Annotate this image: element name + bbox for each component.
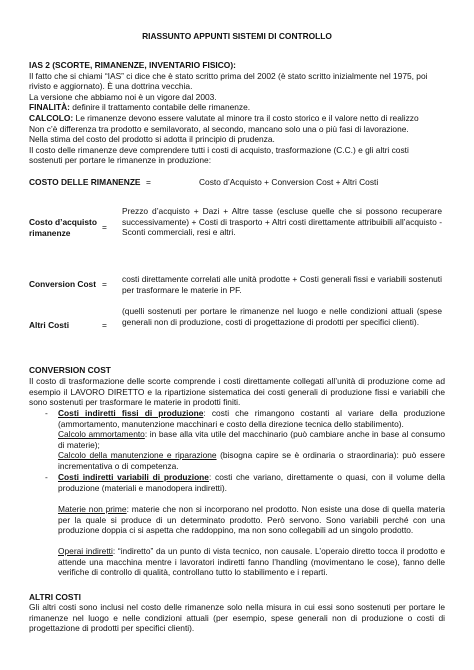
table-row-desc: (quelli sostenuti per portare le rimanenze nel luogo e nelle condizioni attuali (spese generali non di produzione, costi di progettazione di prodotti per specifici clienti). — [122, 306, 442, 327]
table-row-desc: costi direttamente correlati alle unità prodotte + Costi generali fissi e variabili sostenuti per trasformare le materie in PF. — [122, 274, 442, 295]
ias-line-1: Il fatto che si chiami “IAS” ci dice che è stato scritto prima del 2002 (è stato scritto inizialmente nel 1975, poi — [29, 71, 428, 81]
bullet-text: : costi che variano, direttamente o quasi, con il volume della produzione (materiali e manodopera indiretti). — [58, 472, 445, 493]
sub-text: : in base alla vita utile del macchinario (può cambiare anche in base al consumo di materie); — [58, 429, 445, 450]
label-line: Costo d’acquisto — [29, 217, 97, 227]
formula-label: COSTO DELLE RIMANENZE — [29, 177, 141, 187]
table-row-eq: = — [102, 320, 107, 330]
altri-text: Gli altri costi sono inclusi nel costo delle rimanenze solo nella misura in cui essi sono sostenuti per portare le rimanenze nel luogo e nelle condizioni attuali (per esempio, spese generali non di produzione o costi di progettazione di prodotti per specifici clienti). — [29, 602, 445, 634]
ias-calcolo — [29, 113, 445, 124]
table-row-label — [29, 217, 97, 238]
sub-text: : “indiretto” da un punto di vista tecnico, non causale. L’operaio diretto tocca il prodotto e attende una macchina mentre i lavoratori indiretti fanno l’handling (movimentano le cose), fanno delle verifiche di controllo di qualità, controllano tutto lo stabilimento e i reparti. — [58, 546, 446, 578]
table-row-desc: Prezzo d’acquisto + Dazi + Altre tasse (escluse quelle che si possono recuperare successivamente) + Costi di trasporto + Altri costi direttamente attribuibili all’acquisto - Sconti commerciali, resi e altri. — [122, 206, 442, 238]
ias-line-6: Non c’è differenza tra prodotto e semilavorato, al secondo, mancano solo una o più fasi di lavorazione. — [29, 124, 409, 134]
formula-text: Costo d’Acquisto + Conversion Cost + Altri Costi — [199, 177, 379, 187]
altri-heading: ALTRI COSTI — [29, 592, 81, 602]
calc-ammortamento — [58, 429, 445, 450]
finalita-label: FINALITÀ: — [29, 102, 70, 112]
table-row-label: Altri Costi — [29, 320, 70, 330]
bullet-dash: - — [45, 472, 48, 482]
operai-indiretti — [58, 546, 445, 578]
ias-line-7: Nella stima del costo del prodotto si adotta il principio di prudenza. — [29, 134, 275, 144]
calc-manutenzione — [58, 450, 445, 471]
bullet-text: : costi che rimangono costanti al variare della produzione (ammortamento, manutenzione macchinari e costo della direzione tecnica dello stabilimento). — [58, 408, 446, 429]
table-row-eq: = — [102, 222, 107, 232]
bullet-variable-costs — [58, 472, 445, 493]
calcolo-label: CALCOLO: — [29, 113, 74, 123]
bullet-dash: - — [45, 408, 48, 418]
conversion-intro: Il costo di trasformazione delle scorte comprende i costi direttamente collegati all’unità di produzione come ad esempio il LAVORO DIRETTO e la ripartizione sistematica dei costi generali di produzione fissi e variabili che sono sostenuti per trasformare le materie in prodotti finiti. — [29, 376, 445, 408]
label-line: rimanenze — [29, 227, 71, 238]
table-row-label: Conversion Cost — [29, 279, 97, 289]
conversion-heading: CONVERSION COST — [29, 365, 111, 375]
bullet-label: Costi indiretti variabili di produzione — [58, 472, 209, 482]
sub-label: Materie non prime — [58, 504, 127, 514]
page-title: RIASSUNTO APPUNTI SISTEMI DI CONTROLLO — [142, 31, 332, 41]
calcolo-text: Le rimanenze devono essere valutate al minore tra il costo storico e il valore netto di realizzo — [73, 113, 419, 123]
bullet-fixed-costs — [58, 408, 445, 429]
ias-heading: IAS 2 (SCORTE, RIMANENZE, INVENTARIO FISICO): — [29, 60, 236, 70]
finalita-text: definire il trattamento contabile delle rimanenze. — [69, 102, 251, 112]
ias-line-9: sostenuti per portare le rimanenze in produzione: — [29, 155, 212, 165]
sub-label: Calcolo della manutenzione e riparazione — [58, 450, 217, 460]
formula-eq: = — [146, 177, 151, 187]
bullet-label: Costi indiretti fissi di produzione — [58, 408, 204, 418]
table-row-eq: = — [102, 279, 107, 289]
ias-line-8: Il costo delle rimanenze deve comprendere tutti i costi di acquisto, trasformazione (C.C.) e gli altri costi — [29, 145, 409, 155]
ias-line-2: rivisto e aggiornato). È una dottrina vecchia. — [29, 81, 193, 91]
sub-label: Calcolo ammortamento — [58, 429, 145, 439]
sub-text: (bisogna capire se è ordinaria o straordinaria): può essere incrementativa o di competenza. — [58, 450, 445, 471]
ias-finalita — [29, 102, 445, 113]
sub-text: : materie che non si incorporano nel prodotto. Non esiste una dose di quella materia per la quale si produce di un determinato prodotto. Però servono. Sono variabili perché con una produzione doppia ci si aspetta che raddoppino, ma non sono collegabili ad un singolo prodotto. — [58, 504, 445, 536]
materie-non-prime — [58, 504, 445, 536]
sub-label: Operai indiretti — [58, 546, 113, 556]
ias-line-3: La versione che abbiamo noi è un vigore dal 2003. — [29, 92, 217, 102]
